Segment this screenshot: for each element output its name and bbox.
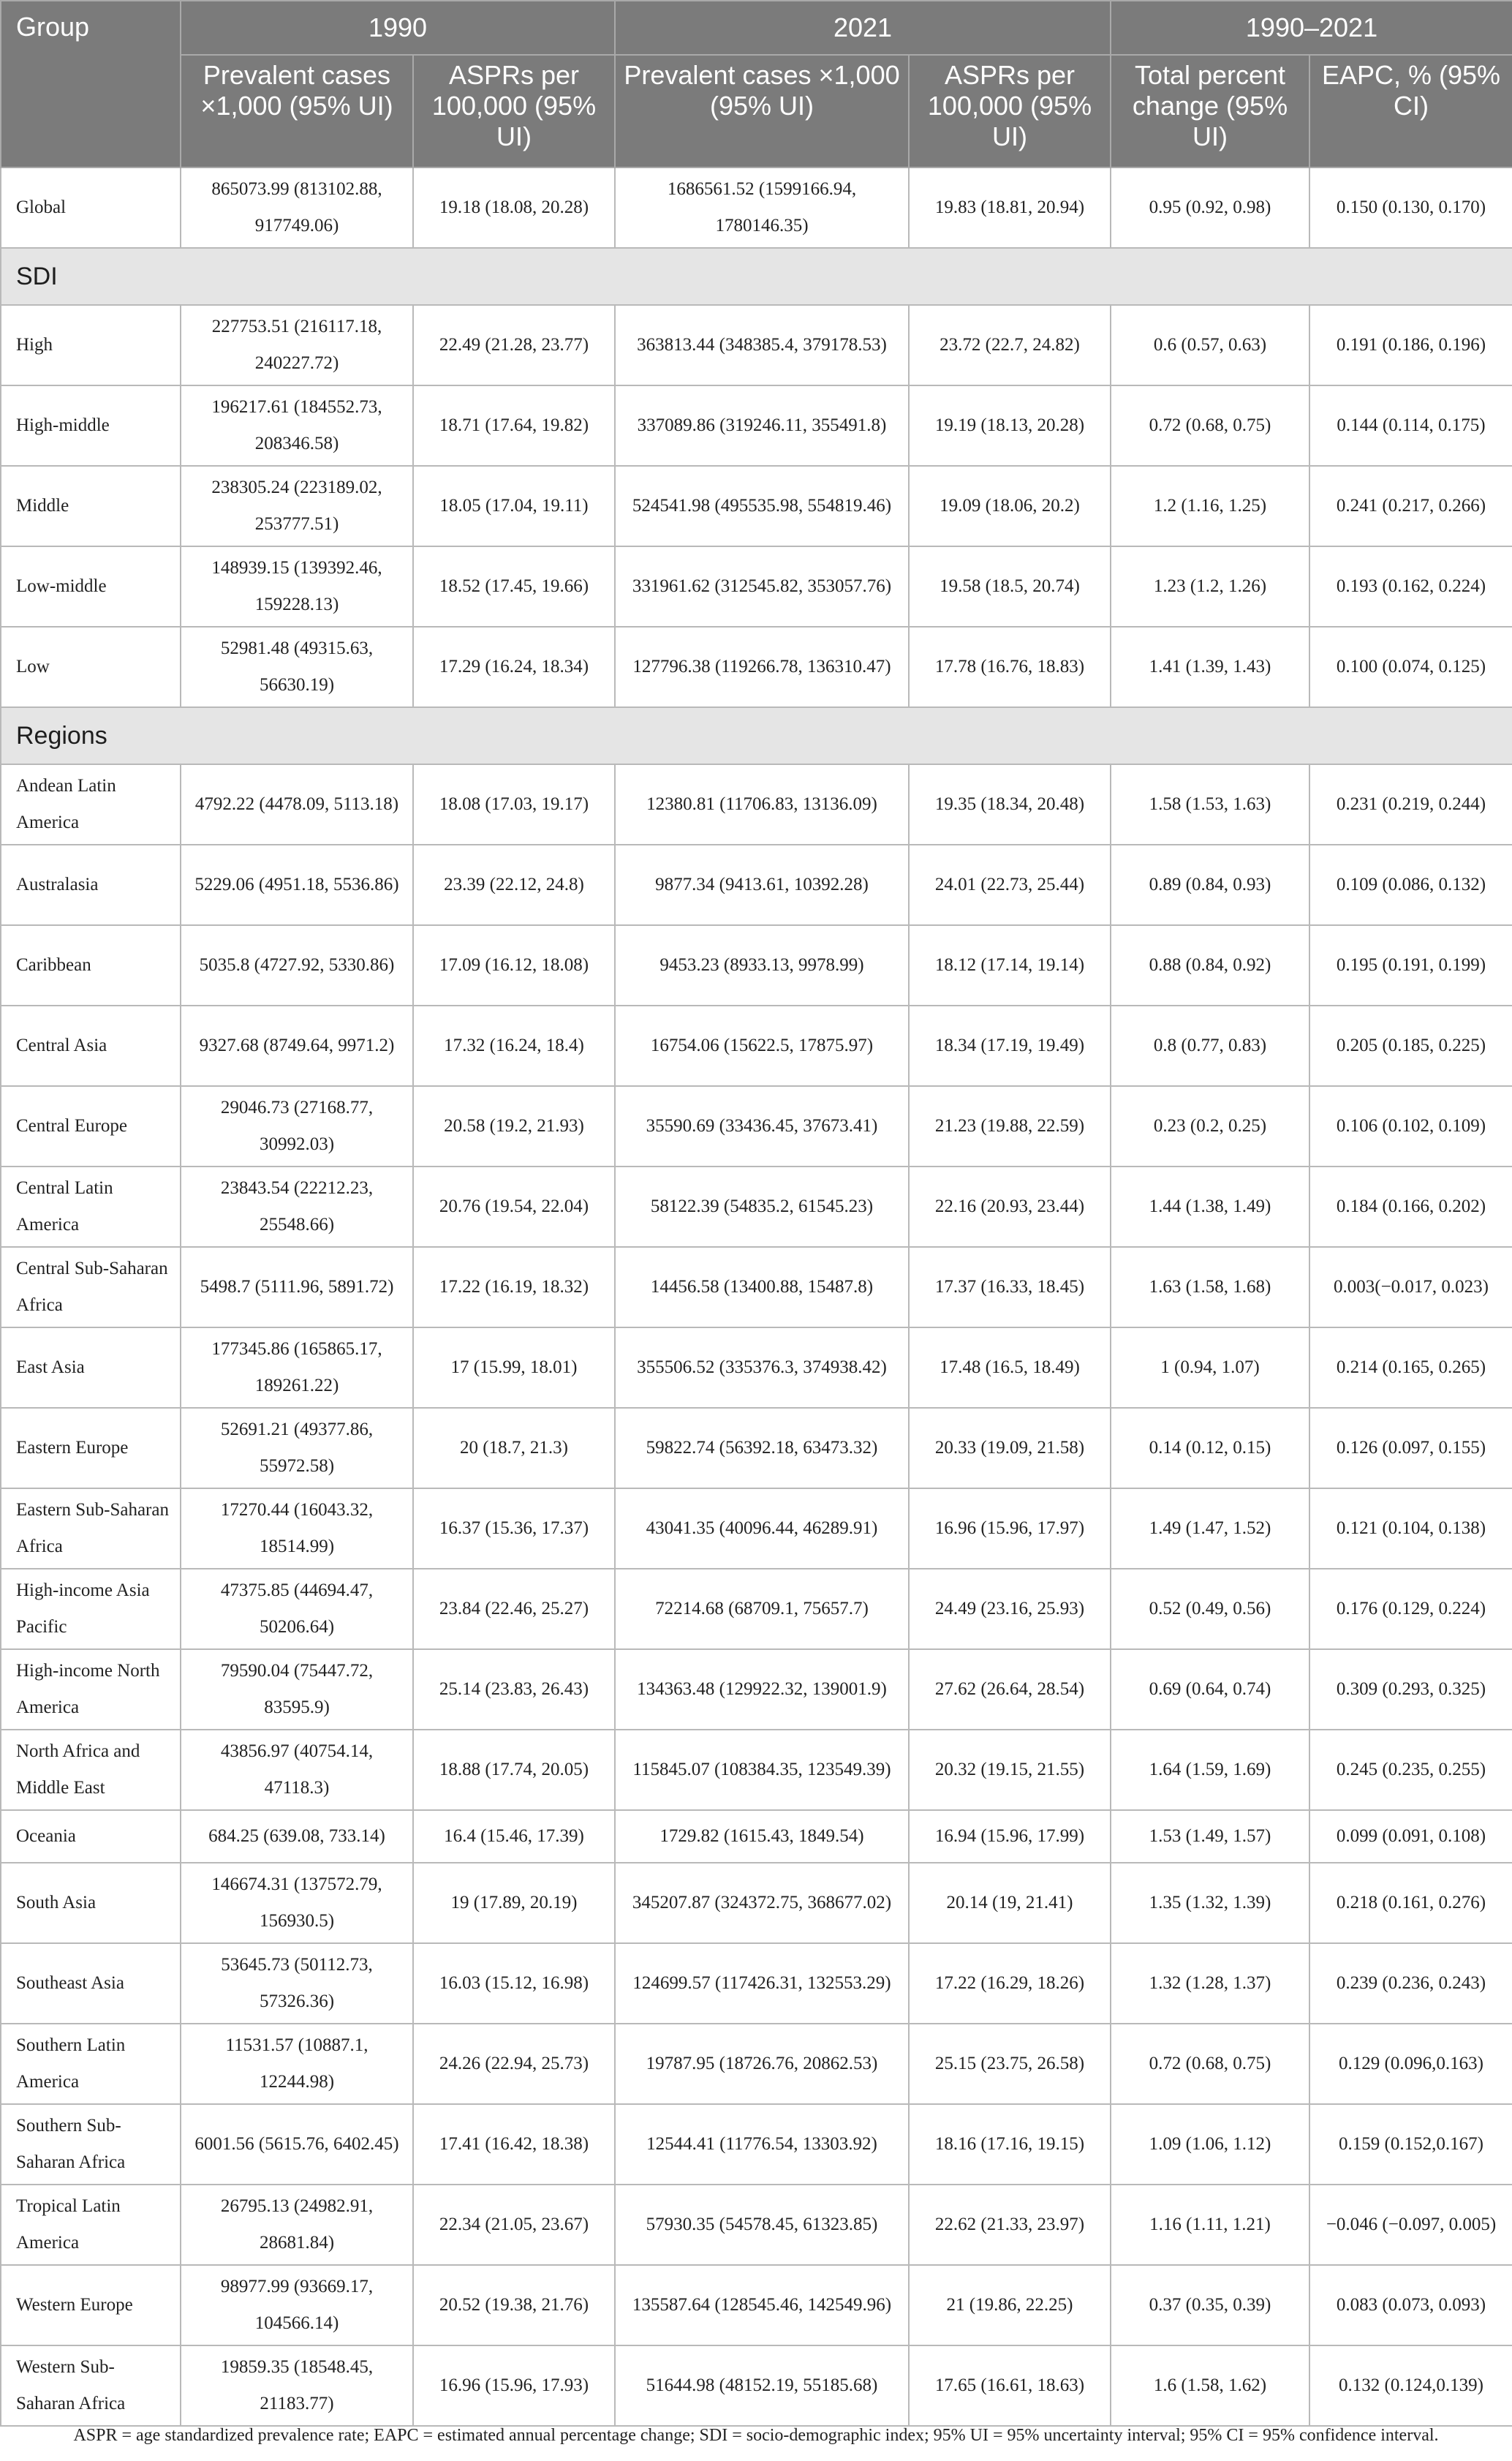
cell-prevalent-2021: 363813.44 (348385.4, 379178.53) xyxy=(615,305,909,385)
cell-total-percent-change: 0.89 (0.84, 0.93) xyxy=(1111,845,1309,925)
cell-eapc: 0.191 (0.186, 0.196) xyxy=(1309,305,1512,385)
row-name: Low-middle xyxy=(1,546,181,627)
cell-eapc: 0.121 (0.104, 0.138) xyxy=(1309,1488,1512,1569)
cell-prevalent-2021: 43041.35 (40096.44, 46289.91) xyxy=(615,1488,909,1569)
header-range: 1990–2021 xyxy=(1111,1,1512,55)
table-body xyxy=(1,167,1512,2426)
cell-eapc: 0.129 (0.096,0.163) xyxy=(1309,2024,1512,2104)
cell-prevalent-1990: 684.25 (639.08, 733.14) xyxy=(181,1810,413,1863)
cell-aspr-1990: 24.26 (22.94, 25.73) xyxy=(413,2024,615,2104)
cell-prevalent-2021: 345207.87 (324372.75, 368677.02) xyxy=(615,1863,909,1943)
table-row xyxy=(1,925,1512,1006)
row-name: Western Sub-Saharan Africa xyxy=(1,2345,181,2426)
cell-eapc: 0.106 (0.102, 0.109) xyxy=(1309,1086,1512,1167)
cell-prevalent-1990: 5035.8 (4727.92, 5330.86) xyxy=(181,925,413,1006)
section-row-sdi xyxy=(1,248,1512,305)
cell-prevalent-2021: 12544.41 (11776.54, 13303.92) xyxy=(615,2104,909,2185)
cell-prevalent-1990: 5498.7 (5111.96, 5891.72) xyxy=(181,1247,413,1327)
row-name: North Africa and Middle East xyxy=(1,1730,181,1810)
table-row xyxy=(1,2185,1512,2265)
cell-prevalent-2021: 58122.39 (54835.2, 61545.23) xyxy=(615,1167,909,1247)
cell-eapc: 0.083 (0.073, 0.093) xyxy=(1309,2265,1512,2345)
table-row xyxy=(1,1730,1512,1810)
cell-aspr-2021: 16.96 (15.96, 17.97) xyxy=(909,1488,1111,1569)
cell-total-percent-change: 1.58 (1.53, 1.63) xyxy=(1111,764,1309,845)
cell-aspr-2021: 20.33 (19.09, 21.58) xyxy=(909,1408,1111,1488)
table-row xyxy=(1,1167,1512,1247)
cell-aspr-1990: 17 (15.99, 18.01) xyxy=(413,1327,615,1408)
cell-aspr-1990: 20.58 (19.2, 21.93) xyxy=(413,1086,615,1167)
cell-total-percent-change: 1.6 (1.58, 1.62) xyxy=(1111,2345,1309,2426)
cell-eapc: 0.184 (0.166, 0.202) xyxy=(1309,1167,1512,1247)
cell-eapc: −0.046 (−0.097, 0.005) xyxy=(1309,2185,1512,2265)
cell-aspr-1990: 16.37 (15.36, 17.37) xyxy=(413,1488,615,1569)
cell-total-percent-change: 1.64 (1.59, 1.69) xyxy=(1111,1730,1309,1810)
table-row xyxy=(1,1649,1512,1730)
table-row xyxy=(1,627,1512,707)
cell-eapc: 0.231 (0.219, 0.244) xyxy=(1309,764,1512,845)
cell-prevalent-2021: 9877.34 (9413.61, 10392.28) xyxy=(615,845,909,925)
cell-prevalent-1990: 865073.99 (813102.88, 917749.06) xyxy=(181,167,413,248)
cell-total-percent-change: 0.72 (0.68, 0.75) xyxy=(1111,385,1309,466)
cell-prevalent-1990: 9327.68 (8749.64, 9971.2) xyxy=(181,1006,413,1086)
row-name: Southern Sub-Saharan Africa xyxy=(1,2104,181,2185)
header-prevalent-cases-2021: Prevalent cases ×1,000 (95% UI) xyxy=(615,55,909,167)
cell-prevalent-1990: 148939.15 (139392.46, 159228.13) xyxy=(181,546,413,627)
cell-aspr-1990: 23.39 (22.12, 24.8) xyxy=(413,845,615,925)
cell-prevalent-1990: 23843.54 (22212.23, 25548.66) xyxy=(181,1167,413,1247)
table-header xyxy=(1,1,1512,167)
header-group: Group xyxy=(1,1,181,167)
cell-prevalent-2021: 72214.68 (68709.1, 75657.7) xyxy=(615,1569,909,1649)
cell-prevalent-2021: 355506.52 (335376.3, 374938.42) xyxy=(615,1327,909,1408)
row-name: East Asia xyxy=(1,1327,181,1408)
cell-total-percent-change: 0.8 (0.77, 0.83) xyxy=(1111,1006,1309,1086)
row-name: Australasia xyxy=(1,845,181,925)
cell-total-percent-change: 0.95 (0.92, 0.98) xyxy=(1111,167,1309,248)
cell-prevalent-1990: 52981.48 (49315.63, 56630.19) xyxy=(181,627,413,707)
cell-prevalent-1990: 5229.06 (4951.18, 5536.86) xyxy=(181,845,413,925)
row-name: Central Europe xyxy=(1,1086,181,1167)
cell-aspr-1990: 22.34 (21.05, 23.67) xyxy=(413,2185,615,2265)
cell-prevalent-2021: 16754.06 (15622.5, 17875.97) xyxy=(615,1006,909,1086)
row-name: Andean Latin America xyxy=(1,764,181,845)
cell-aspr-2021: 17.48 (16.5, 18.49) xyxy=(909,1327,1111,1408)
cell-aspr-1990: 16.96 (15.96, 17.93) xyxy=(413,2345,615,2426)
cell-aspr-1990: 22.49 (21.28, 23.77) xyxy=(413,305,615,385)
cell-eapc: 0.150 (0.130, 0.170) xyxy=(1309,167,1512,248)
row-name: Southeast Asia xyxy=(1,1943,181,2024)
table-row-global xyxy=(1,167,1512,248)
cell-aspr-2021: 23.72 (22.7, 24.82) xyxy=(909,305,1111,385)
table-row xyxy=(1,1863,1512,1943)
cell-aspr-2021: 18.12 (17.14, 19.14) xyxy=(909,925,1111,1006)
cell-prevalent-1990: 4792.22 (4478.09, 5113.18) xyxy=(181,764,413,845)
cell-prevalent-1990: 177345.86 (165865.17, 189261.22) xyxy=(181,1327,413,1408)
cell-total-percent-change: 1.53 (1.49, 1.57) xyxy=(1111,1810,1309,1863)
cell-aspr-1990: 18.71 (17.64, 19.82) xyxy=(413,385,615,466)
header-aspr-2021: ASPRs per 100,000 (95% UI) xyxy=(909,55,1111,167)
cell-aspr-1990: 18.08 (17.03, 19.17) xyxy=(413,764,615,845)
cell-prevalent-1990: 19859.35 (18548.45, 21183.77) xyxy=(181,2345,413,2426)
cell-eapc: 0.214 (0.165, 0.265) xyxy=(1309,1327,1512,1408)
cell-aspr-2021: 18.34 (17.19, 19.49) xyxy=(909,1006,1111,1086)
cell-aspr-2021: 21 (19.86, 22.25) xyxy=(909,2265,1111,2345)
cell-total-percent-change: 1.32 (1.28, 1.37) xyxy=(1111,1943,1309,2024)
cell-prevalent-2021: 9453.23 (8933.13, 9978.99) xyxy=(615,925,909,1006)
cell-aspr-2021: 19.19 (18.13, 20.28) xyxy=(909,385,1111,466)
cell-aspr-2021: 19.83 (18.81, 20.94) xyxy=(909,167,1111,248)
cell-aspr-1990: 23.84 (22.46, 25.27) xyxy=(413,1569,615,1649)
cell-aspr-2021: 20.32 (19.15, 21.55) xyxy=(909,1730,1111,1810)
row-name: Central Sub-Saharan Africa xyxy=(1,1247,181,1327)
cell-total-percent-change: 1.09 (1.06, 1.12) xyxy=(1111,2104,1309,2185)
cell-total-percent-change: 1.63 (1.58, 1.68) xyxy=(1111,1247,1309,1327)
cell-prevalent-2021: 134363.48 (129922.32, 139001.9) xyxy=(615,1649,909,1730)
cell-eapc: 0.245 (0.235, 0.255) xyxy=(1309,1730,1512,1810)
row-name: Central Asia xyxy=(1,1006,181,1086)
cell-prevalent-2021: 124699.57 (117426.31, 132553.29) xyxy=(615,1943,909,2024)
section-row-regions xyxy=(1,707,1512,764)
cell-prevalent-1990: 238305.24 (223189.02, 253777.51) xyxy=(181,466,413,546)
cell-aspr-1990: 19.18 (18.08, 20.28) xyxy=(413,167,615,248)
row-name: High-income Asia Pacific xyxy=(1,1569,181,1649)
cell-prevalent-1990: 227753.51 (216117.18, 240227.72) xyxy=(181,305,413,385)
cell-prevalent-2021: 331961.62 (312545.82, 353057.76) xyxy=(615,546,909,627)
cell-prevalent-1990: 98977.99 (93669.17, 104566.14) xyxy=(181,2265,413,2345)
cell-prevalent-2021: 1686561.52 (1599166.94, 1780146.35) xyxy=(615,167,909,248)
cell-eapc: 0.144 (0.114, 0.175) xyxy=(1309,385,1512,466)
cell-prevalent-2021: 14456.58 (13400.88, 15487.8) xyxy=(615,1247,909,1327)
cell-prevalent-1990: 53645.73 (50112.73, 57326.36) xyxy=(181,1943,413,2024)
cell-aspr-2021: 17.78 (16.76, 18.83) xyxy=(909,627,1111,707)
cell-aspr-2021: 22.62 (21.33, 23.97) xyxy=(909,2185,1111,2265)
cell-aspr-1990: 17.29 (16.24, 18.34) xyxy=(413,627,615,707)
cell-prevalent-2021: 337089.86 (319246.11, 355491.8) xyxy=(615,385,909,466)
table-footnote: ASPR = age standardized prevalence rate; EAPC = estimated annual percentage change; SDI = socio-demographic index; 95% UI = 95% uncertainty interval; 95% CI = 95% confidence interval. xyxy=(73,2426,1439,2445)
cell-aspr-1990: 20.76 (19.54, 22.04) xyxy=(413,1167,615,1247)
cell-aspr-2021: 17.65 (16.61, 18.63) xyxy=(909,2345,1111,2426)
table-row xyxy=(1,1247,1512,1327)
cell-prevalent-1990: 43856.97 (40754.14, 47118.3) xyxy=(181,1730,413,1810)
cell-prevalent-1990: 79590.04 (75447.72, 83595.9) xyxy=(181,1649,413,1730)
cell-eapc: 0.241 (0.217, 0.266) xyxy=(1309,466,1512,546)
row-name: Low xyxy=(1,627,181,707)
cell-total-percent-change: 0.69 (0.64, 0.74) xyxy=(1111,1649,1309,1730)
cell-aspr-2021: 25.15 (23.75, 26.58) xyxy=(909,2024,1111,2104)
cell-prevalent-2021: 127796.38 (119266.78, 136310.47) xyxy=(615,627,909,707)
row-name: Global xyxy=(1,167,181,248)
cell-prevalent-1990: 11531.57 (10887.1, 12244.98) xyxy=(181,2024,413,2104)
cell-aspr-2021: 18.16 (17.16, 19.15) xyxy=(909,2104,1111,2185)
cell-eapc: 0.132 (0.124,0.139) xyxy=(1309,2345,1512,2426)
cell-total-percent-change: 1.41 (1.39, 1.43) xyxy=(1111,627,1309,707)
cell-aspr-2021: 27.62 (26.64, 28.54) xyxy=(909,1649,1111,1730)
row-name: Tropical Latin America xyxy=(1,2185,181,2265)
cell-total-percent-change: 0.52 (0.49, 0.56) xyxy=(1111,1569,1309,1649)
cell-prevalent-1990: 29046.73 (27168.77, 30992.03) xyxy=(181,1086,413,1167)
table-row xyxy=(1,546,1512,627)
cell-aspr-2021: 19.35 (18.34, 20.48) xyxy=(909,764,1111,845)
table-row xyxy=(1,1006,1512,1086)
cell-prevalent-2021: 57930.35 (54578.45, 61323.85) xyxy=(615,2185,909,2265)
cell-total-percent-change: 0.6 (0.57, 0.63) xyxy=(1111,305,1309,385)
row-name: High xyxy=(1,305,181,385)
cell-eapc: 0.159 (0.152,0.167) xyxy=(1309,2104,1512,2185)
cell-eapc: 0.003(−0.017, 0.023) xyxy=(1309,1247,1512,1327)
row-name: Western Europe xyxy=(1,2265,181,2345)
cell-total-percent-change: 1.23 (1.2, 1.26) xyxy=(1111,546,1309,627)
cell-prevalent-2021: 115845.07 (108384.35, 123549.39) xyxy=(615,1730,909,1810)
table-row xyxy=(1,2265,1512,2345)
cell-total-percent-change: 1.35 (1.32, 1.39) xyxy=(1111,1863,1309,1943)
row-name: Southern Latin America xyxy=(1,2024,181,2104)
cell-eapc: 0.239 (0.236, 0.243) xyxy=(1309,1943,1512,2024)
row-name: Caribbean xyxy=(1,925,181,1006)
table-row xyxy=(1,2104,1512,2185)
cell-aspr-1990: 18.88 (17.74, 20.05) xyxy=(413,1730,615,1810)
cell-aspr-1990: 19 (17.89, 20.19) xyxy=(413,1863,615,1943)
cell-aspr-1990: 18.05 (17.04, 19.11) xyxy=(413,466,615,546)
row-name: South Asia xyxy=(1,1863,181,1943)
cell-total-percent-change: 1.2 (1.16, 1.25) xyxy=(1111,466,1309,546)
table-row xyxy=(1,1327,1512,1408)
cell-prevalent-2021: 19787.95 (18726.76, 20862.53) xyxy=(615,2024,909,2104)
table-row xyxy=(1,764,1512,845)
cell-aspr-1990: 17.41 (16.42, 18.38) xyxy=(413,2104,615,2185)
cell-prevalent-1990: 196217.61 (184552.73, 208346.58) xyxy=(181,385,413,466)
cell-aspr-1990: 17.22 (16.19, 18.32) xyxy=(413,1247,615,1327)
table-row xyxy=(1,1569,1512,1649)
cell-prevalent-1990: 52691.21 (49377.86, 55972.58) xyxy=(181,1408,413,1488)
cell-aspr-2021: 24.01 (22.73, 25.44) xyxy=(909,845,1111,925)
cell-aspr-1990: 20 (18.7, 21.3) xyxy=(413,1408,615,1488)
table-row xyxy=(1,1943,1512,2024)
table-row xyxy=(1,385,1512,466)
cell-eapc: 0.218 (0.161, 0.276) xyxy=(1309,1863,1512,1943)
cell-total-percent-change: 1.16 (1.11, 1.21) xyxy=(1111,2185,1309,2265)
cell-total-percent-change: 0.14 (0.12, 0.15) xyxy=(1111,1408,1309,1488)
cell-aspr-2021: 19.58 (18.5, 20.74) xyxy=(909,546,1111,627)
row-name: Eastern Sub-Saharan Africa xyxy=(1,1488,181,1569)
table-row xyxy=(1,1086,1512,1167)
cell-aspr-1990: 25.14 (23.83, 26.43) xyxy=(413,1649,615,1730)
cell-prevalent-1990: 17270.44 (16043.32, 18514.99) xyxy=(181,1488,413,1569)
cell-eapc: 0.205 (0.185, 0.225) xyxy=(1309,1006,1512,1086)
cell-prevalent-2021: 1729.82 (1615.43, 1849.54) xyxy=(615,1810,909,1863)
cell-prevalent-1990: 26795.13 (24982.91, 28681.84) xyxy=(181,2185,413,2265)
table-row xyxy=(1,2345,1512,2426)
cell-aspr-1990: 20.52 (19.38, 21.76) xyxy=(413,2265,615,2345)
cell-prevalent-1990: 6001.56 (5615.76, 6402.45) xyxy=(181,2104,413,2185)
cell-prevalent-2021: 35590.69 (33436.45, 37673.41) xyxy=(615,1086,909,1167)
cell-eapc: 0.126 (0.097, 0.155) xyxy=(1309,1408,1512,1488)
cell-total-percent-change: 0.23 (0.2, 0.25) xyxy=(1111,1086,1309,1167)
cell-eapc: 0.109 (0.086, 0.132) xyxy=(1309,845,1512,925)
header-year-2021: 2021 xyxy=(615,1,1111,55)
cell-prevalent-1990: 47375.85 (44694.47, 50206.64) xyxy=(181,1569,413,1649)
cell-aspr-2021: 22.16 (20.93, 23.44) xyxy=(909,1167,1111,1247)
cell-eapc: 0.193 (0.162, 0.224) xyxy=(1309,546,1512,627)
cell-prevalent-2021: 524541.98 (495535.98, 554819.46) xyxy=(615,466,909,546)
cell-aspr-2021: 19.09 (18.06, 20.2) xyxy=(909,466,1111,546)
cell-aspr-1990: 17.09 (16.12, 18.08) xyxy=(413,925,615,1006)
cell-aspr-2021: 16.94 (15.96, 17.99) xyxy=(909,1810,1111,1863)
header-total-percent-change: Total percent change (95% UI) xyxy=(1111,55,1309,167)
cell-total-percent-change: 1 (0.94, 1.07) xyxy=(1111,1327,1309,1408)
row-name: Eastern Europe xyxy=(1,1408,181,1488)
cell-total-percent-change: 0.88 (0.84, 0.92) xyxy=(1111,925,1309,1006)
cell-aspr-1990: 16.4 (15.46, 17.39) xyxy=(413,1810,615,1863)
cell-aspr-2021: 24.49 (23.16, 25.93) xyxy=(909,1569,1111,1649)
row-name: High-income North America xyxy=(1,1649,181,1730)
cell-total-percent-change: 0.37 (0.35, 0.39) xyxy=(1111,2265,1309,2345)
row-name: Oceania xyxy=(1,1810,181,1863)
cell-aspr-1990: 18.52 (17.45, 19.66) xyxy=(413,546,615,627)
cell-prevalent-1990: 146674.31 (137572.79, 156930.5) xyxy=(181,1863,413,1943)
table-row xyxy=(1,2024,1512,2104)
row-name: High-middle xyxy=(1,385,181,466)
header-eapc: EAPC, % (95% CI) xyxy=(1309,55,1512,167)
cell-eapc: 0.100 (0.074, 0.125) xyxy=(1309,627,1512,707)
section-label-regions: Regions xyxy=(1,707,1512,764)
section-label-sdi: SDI xyxy=(1,248,1512,305)
cell-prevalent-2021: 59822.74 (56392.18, 63473.32) xyxy=(615,1408,909,1488)
cell-prevalent-2021: 135587.64 (128545.46, 142549.96) xyxy=(615,2265,909,2345)
cell-prevalent-2021: 12380.81 (11706.83, 13136.09) xyxy=(615,764,909,845)
table-row xyxy=(1,305,1512,385)
cell-aspr-1990: 16.03 (15.12, 16.98) xyxy=(413,1943,615,2024)
header-year-1990: 1990 xyxy=(181,1,615,55)
header-prevalent-cases-1990: Prevalent cases ×1,000 (95% UI) xyxy=(181,55,413,167)
table-row xyxy=(1,1488,1512,1569)
cell-aspr-2021: 17.22 (16.29, 18.26) xyxy=(909,1943,1111,2024)
table-row xyxy=(1,1810,1512,1863)
cell-total-percent-change: 0.72 (0.68, 0.75) xyxy=(1111,2024,1309,2104)
header-aspr-1990: ASPRs per 100,000 (95% UI) xyxy=(413,55,615,167)
row-name: Central Latin America xyxy=(1,1167,181,1247)
table-row xyxy=(1,1408,1512,1488)
cell-aspr-1990: 17.32 (16.24, 18.4) xyxy=(413,1006,615,1086)
cell-aspr-2021: 17.37 (16.33, 18.45) xyxy=(909,1247,1111,1327)
cell-eapc: 0.176 (0.129, 0.224) xyxy=(1309,1569,1512,1649)
row-name: Middle xyxy=(1,466,181,546)
cell-total-percent-change: 1.44 (1.38, 1.49) xyxy=(1111,1167,1309,1247)
cell-aspr-2021: 20.14 (19, 21.41) xyxy=(909,1863,1111,1943)
table-row xyxy=(1,845,1512,925)
cell-total-percent-change: 1.49 (1.47, 1.52) xyxy=(1111,1488,1309,1569)
cell-eapc: 0.195 (0.191, 0.199) xyxy=(1309,925,1512,1006)
cell-prevalent-2021: 51644.98 (48152.19, 55185.68) xyxy=(615,2345,909,2426)
cell-aspr-2021: 21.23 (19.88, 22.59) xyxy=(909,1086,1111,1167)
cell-eapc: 0.309 (0.293, 0.325) xyxy=(1309,1649,1512,1730)
cell-eapc: 0.099 (0.091, 0.108) xyxy=(1309,1810,1512,1863)
table-row xyxy=(1,466,1512,546)
